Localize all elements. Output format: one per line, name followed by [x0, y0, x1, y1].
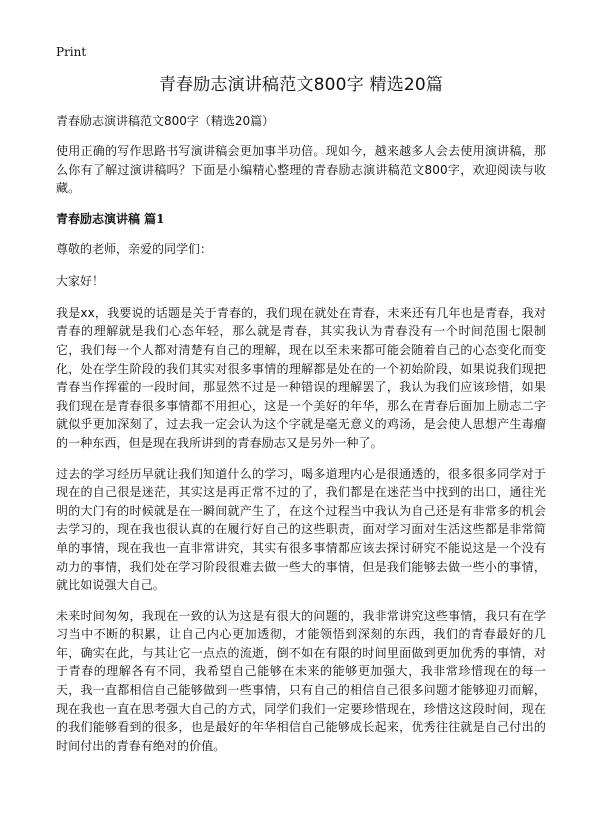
- print-label[interactable]: Print: [56, 45, 87, 59]
- body-paragraph-3: 未来时间匆匆，我现在一致的认为这是有很大的问题的，我非常讲究这些事情，我只有在学习当中不断的积累，让自己内心更加透彻，才能领悟到深刻的东西，我们的青春最好的几年，确实在此，与其让它一点点的流逝，倒不如在有限的时间里面做到更加优秀的事情，对于青春的理解各有不同，我希望自己能够在未来的能够更加强大，我非常珍惜现在的每一天，我一直都相信自己能够做到一些事情，只有自己的相信自己很多问题才能够迎刃而解，现在我也一直在思考强大自己的方式，同学们我们一定要珍惜现在，珍惜这这段时间，现在的我们能够看到的很多，也是最好的年华相信自己能够成长起来，优秀往往就是自己付出的时间付出的青春有绝对的价值。: [56, 608, 546, 753]
- page-title: 青春励志演讲稿范文800字 精选20篇: [158, 75, 444, 95]
- hello-line: 大家好！: [56, 273, 105, 288]
- document-page: [56, 44, 546, 767]
- section-heading: 青春励志演讲稿 篇1: [56, 211, 165, 226]
- body-paragraph-1: 我是xx，我要说的话题是关于青春的，我们现在就处在青春，未来还有几年也是青春，我对青春的理解就是我们心态年轻，那么就是青春，其实我认为青春没有一个时间范围七限制它，我们每一个人都对清楚有自己的理解，现在以至未来都可能会随着自己的心态变化而变化，处在学生阶段的我们其实对很多事情的理解都是处在的一个初始阶段，如果说我们现把青春当作挥霍的一段时间，那显然不过是一种错误的理解罢了，我认为我们应该珍惜，如果我们现在是青春很多事情都不用担心，这是一个美好的年华，那么在青春后面加上励志二字就似乎更加深刻了，过去我一定会认为这个字就是毫无意义的鸡汤，是会使人思想产生毒瘤的一种东西，但是现在我所讲到的青春励志又是另外一种了。: [56, 305, 546, 450]
- intro-paragraph: 使用正确的写作思路书写演讲稿会更加事半功倍。现如今，越来越多人会去使用演讲稿，那么你有了解过演讲稿吗？下面是小编精心整理的青春励志演讲稿范文800字，欢迎阅读与收藏。: [56, 144, 546, 196]
- body-paragraph-2: 过去的学习经历早就让我们知道什么的学习，喝多道理内心是很通透的，很多很多同学对于现在的自己很是迷茫，其实这是再正常不过的了，我们都是在迷茫当中找到的出口，通往光明的大门有的时候就是在一瞬间就产生了，在这个过程当中我认为自己还是有非常多的机会去学习的，现在我也很认真的在履行好自己的这些职责，面对学习面对生活这些都是非常简单的事情，现在我也一直非常讲究，其实有很多事情都应该去探讨研究不能说这是一个没有动力的事情，我们处在学习阶段很难去做一些大的事情，但是我们能够去做一些小的事情，就比如说强大自己。: [56, 466, 546, 593]
- greeting-line: 尊敬的老师，亲爱的同学们：: [56, 241, 213, 256]
- document-subtitle: 青春励志演讲稿范文800字（精选20篇）: [56, 114, 275, 128]
